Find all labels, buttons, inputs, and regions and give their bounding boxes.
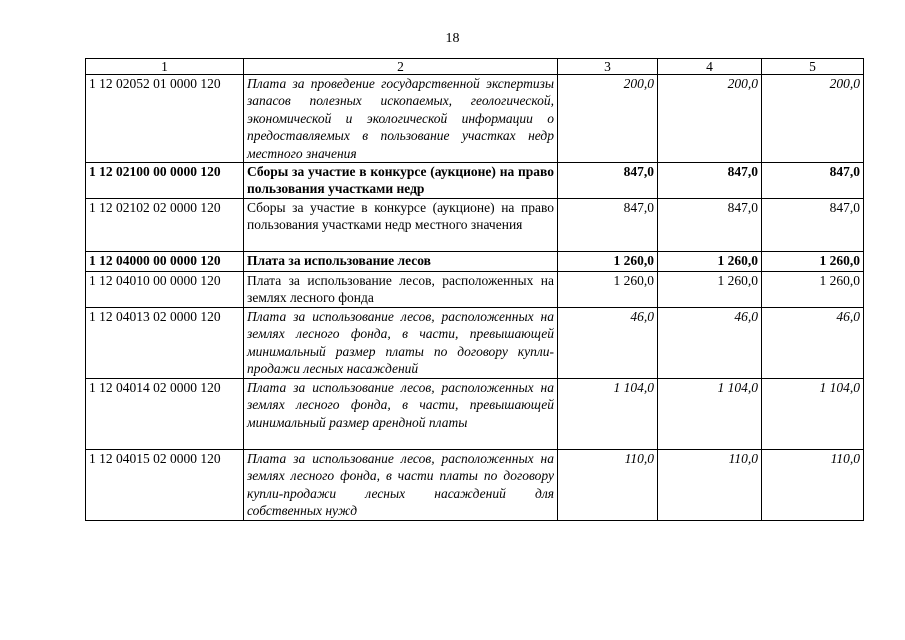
amount-col3-cell: 847,0	[558, 199, 658, 252]
amount-col4-cell: 1 260,0	[658, 272, 762, 308]
amount-col4-cell: 200,0	[658, 75, 762, 163]
page-number: 18	[445, 31, 460, 46]
amount-col5-cell: 46,0	[762, 308, 864, 379]
budget-table	[85, 58, 864, 521]
amount-col3-cell: 1 260,0	[558, 252, 658, 272]
column-header-4: 4	[658, 59, 762, 75]
amount-col3-cell: 1 104,0	[558, 379, 658, 450]
budget-code-cell: 1 12 04010 00 0000 120	[86, 272, 244, 308]
amount-col4-cell: 110,0	[658, 450, 762, 521]
budget-code-cell: 1 12 04015 02 0000 120	[86, 450, 244, 521]
amount-col4-cell: 1 260,0	[658, 252, 762, 272]
amount-col5-cell: 200,0	[762, 75, 864, 163]
table-row	[86, 308, 864, 379]
income-name-cell: Плата за использование лесов, расположенных на землях лесного фонда, в части, превышающей минимальный размер платы по договору купли-продажи лесных насаждений	[244, 308, 558, 379]
budget-code-cell: 1 12 04000 00 0000 120	[86, 252, 244, 272]
table-row	[86, 272, 864, 308]
income-name-cell: Плата за использование лесов, расположенных на землях лесного фонда, в части, превышающей минимальный размер арендной платы	[244, 379, 558, 450]
column-header-5: 5	[762, 59, 864, 75]
amount-col4-cell: 1 104,0	[658, 379, 762, 450]
amount-col4-cell: 847,0	[658, 163, 762, 199]
budget-code-cell: 1 12 04013 02 0000 120	[86, 308, 244, 379]
budget-code-cell: 1 12 04014 02 0000 120	[86, 379, 244, 450]
table-row	[86, 199, 864, 252]
table-row	[86, 252, 864, 272]
table-row	[86, 75, 864, 163]
amount-col4-cell: 46,0	[658, 308, 762, 379]
amount-col3-cell: 1 260,0	[558, 272, 658, 308]
amount-col5-cell: 110,0	[762, 450, 864, 521]
column-header-2: 2	[244, 59, 558, 75]
income-name-cell: Сборы за участие в конкурсе (аукционе) на право пользования участками недр местного значения	[244, 199, 558, 252]
income-name-cell: Плата за проведение государственной экспертизы запасов полезных ископаемых, геологической, экономической и экологической информации о предоставляемых в пользование участках недр местного значения	[244, 75, 558, 163]
amount-col4-cell: 847,0	[658, 199, 762, 252]
income-name-cell: Плата за использование лесов, расположенных на землях лесного фонда	[244, 272, 558, 308]
column-header-3: 3	[558, 59, 658, 75]
budget-code-cell: 1 12 02052 01 0000 120	[86, 75, 244, 163]
income-name-cell: Плата за использование лесов	[244, 252, 558, 272]
amount-col3-cell: 847,0	[558, 163, 658, 199]
amount-col5-cell: 1 260,0	[762, 272, 864, 308]
amount-col5-cell: 847,0	[762, 199, 864, 252]
budget-code-cell: 1 12 02102 02 0000 120	[86, 199, 244, 252]
amount-col5-cell: 1 260,0	[762, 252, 864, 272]
income-name-cell: Сборы за участие в конкурсе (аукционе) на право пользования участками недр	[244, 163, 558, 199]
amount-col5-cell: 847,0	[762, 163, 864, 199]
budget-code-cell: 1 12 02100 00 0000 120	[86, 163, 244, 199]
amount-col5-cell: 1 104,0	[762, 379, 864, 450]
amount-col3-cell: 46,0	[558, 308, 658, 379]
table-row	[86, 450, 864, 521]
amount-col3-cell: 110,0	[558, 450, 658, 521]
table-row	[86, 379, 864, 450]
amount-col3-cell: 200,0	[558, 75, 658, 163]
income-name-cell: Плата за использование лесов, расположенных на землях лесного фонда, в части платы по договору купли-продажи лесных насаждений для собственных нужд	[244, 450, 558, 521]
column-header-1: 1	[86, 59, 244, 75]
table-row	[86, 163, 864, 199]
table-header-row	[86, 59, 864, 75]
